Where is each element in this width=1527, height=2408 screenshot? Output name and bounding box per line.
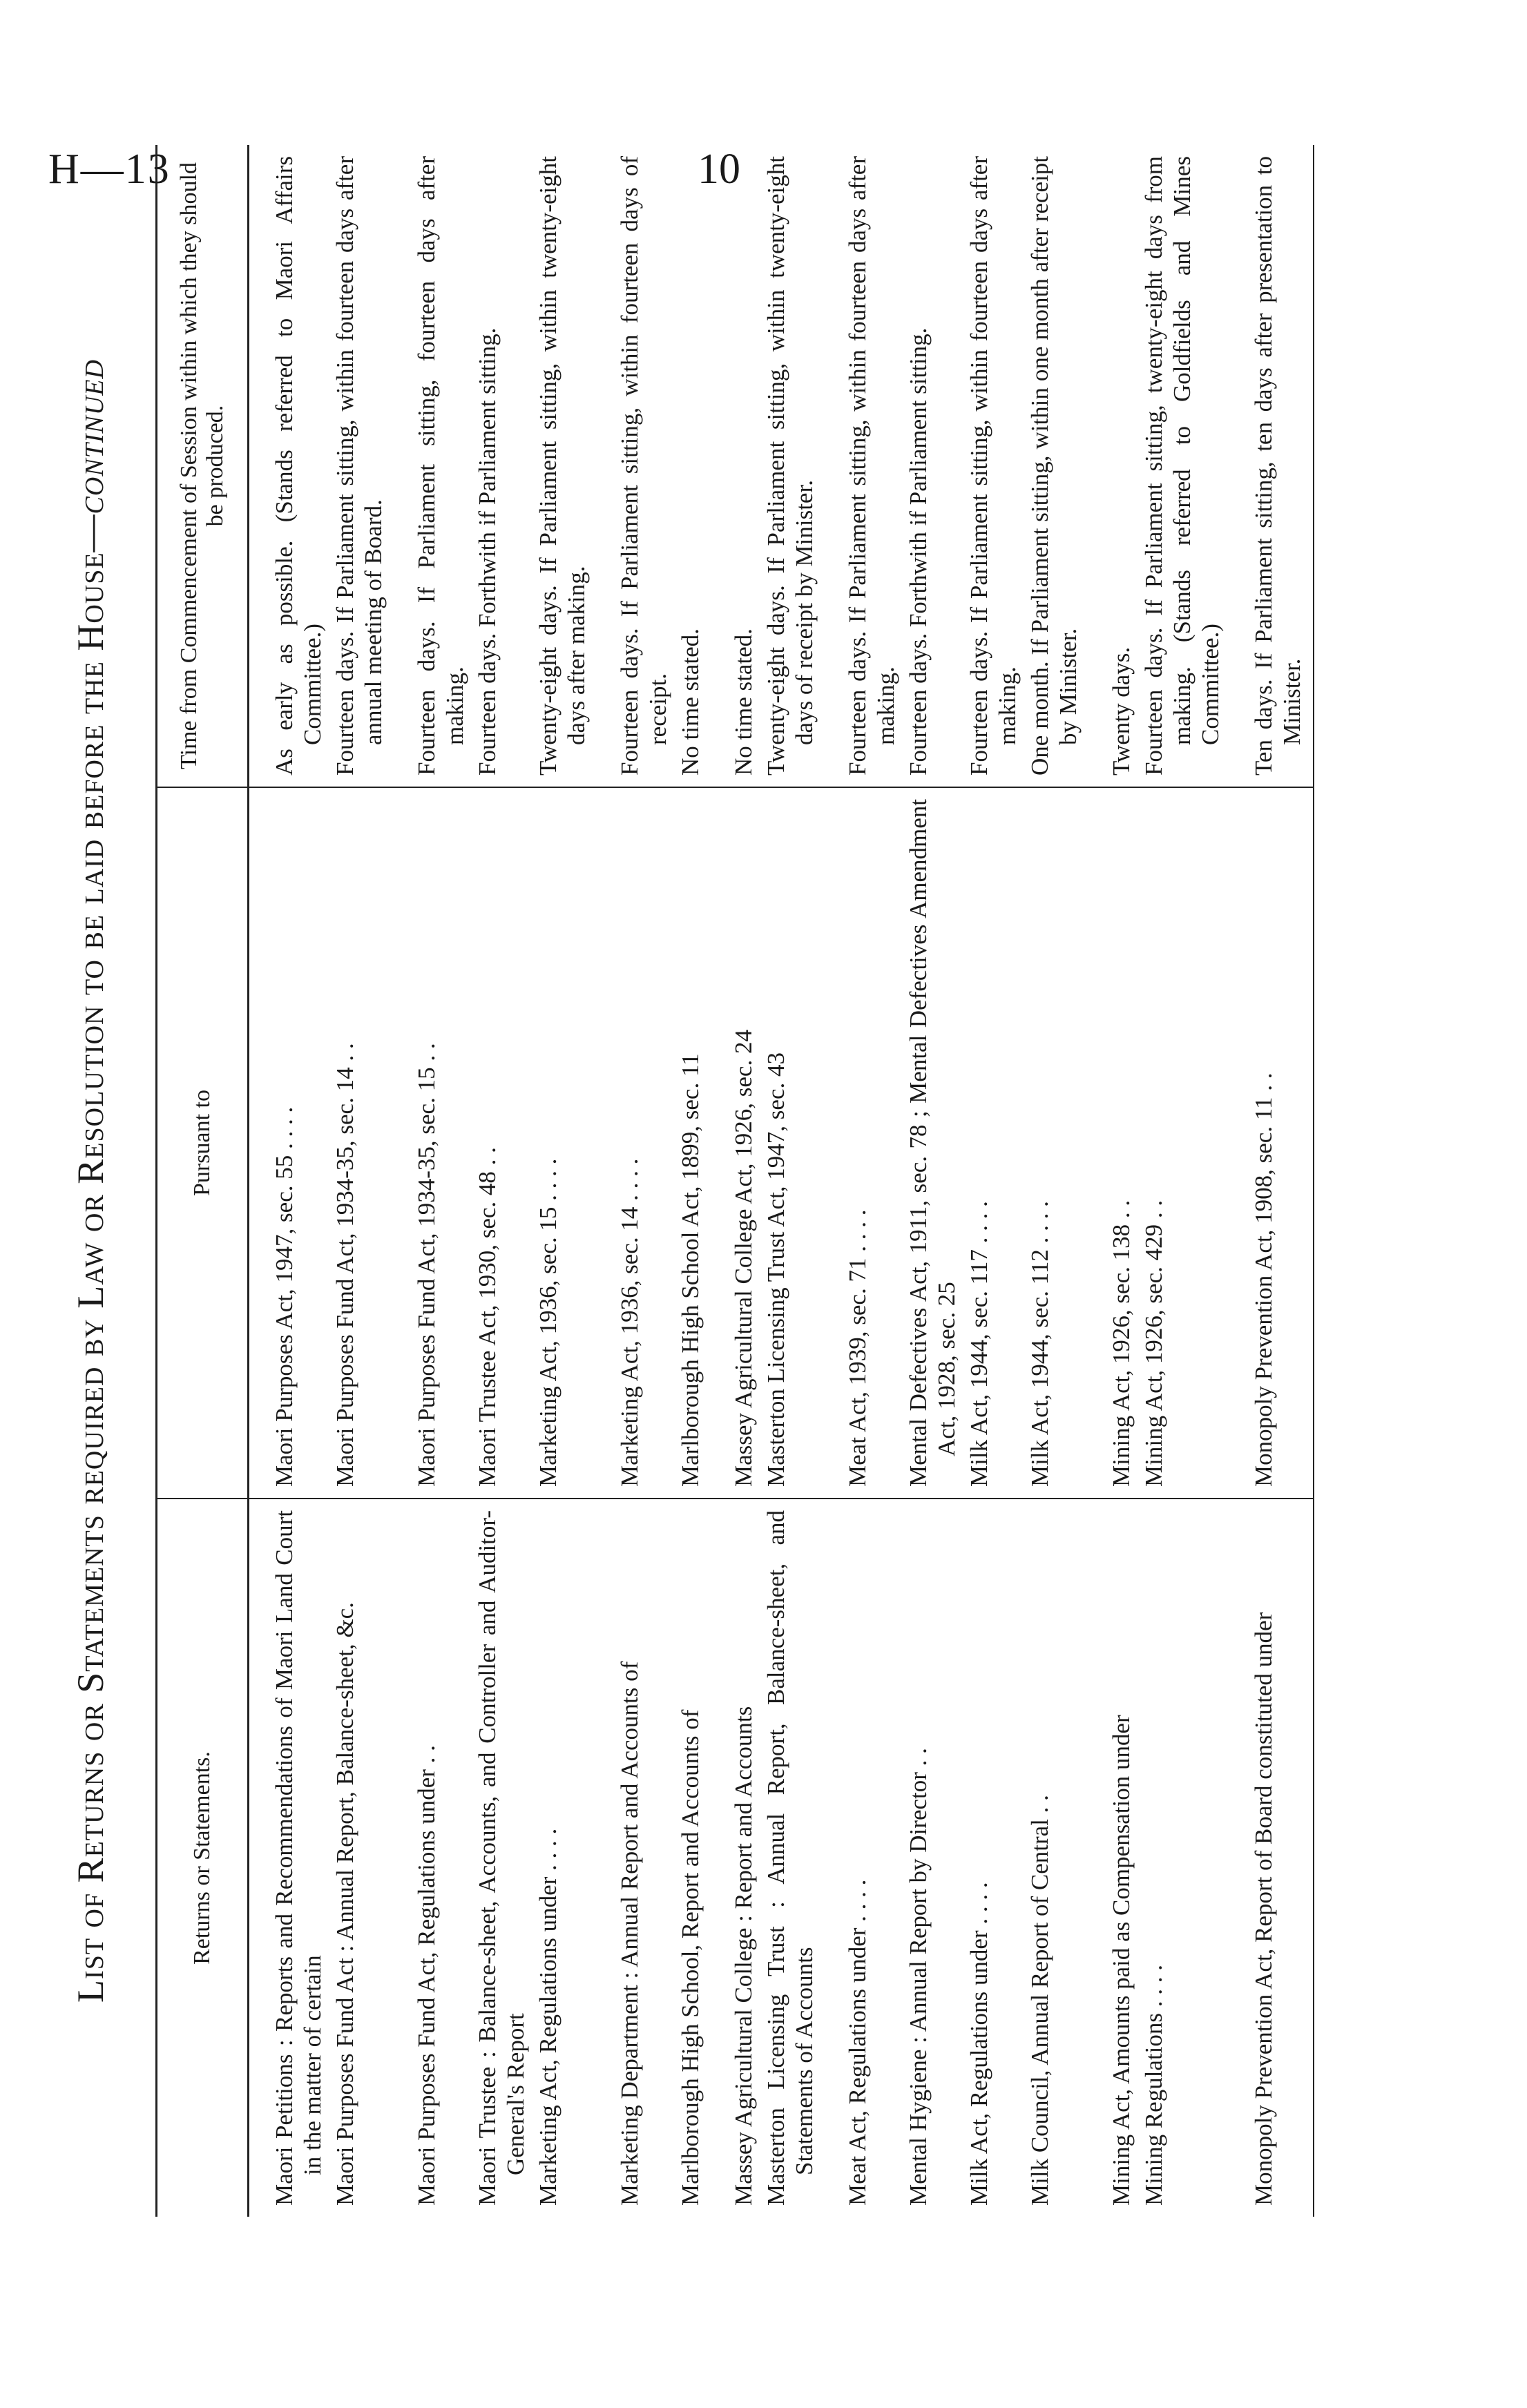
cell-pursuant: Maori Purposes Fund Act, 1934-35, sec. 15 . . [389,787,470,1499]
table-row [962,145,1023,2217]
table-row [592,145,673,2217]
table-row [673,145,706,2217]
cell-return: Maori Petitions : Reports and Recommendations of Maori Land Court in the matter of certain [271,1510,326,2206]
title-continued: continued [70,359,111,514]
page-title [69,145,131,2217]
table-row [820,145,901,2217]
cell-return: Marlborough High School, Report and Accounts of [677,1709,704,2206]
cell-return: Maori Purposes Fund Act, Regulations under . . [413,1745,440,2206]
table-row [1084,145,1137,2217]
cell-pursuant: Milk Act, 1944, sec. 117 . . . . [962,787,1023,1499]
table-row [470,145,531,2217]
cell-pursuant: Maori Purposes Fund Act, 1934-35, sec. 14 . . [328,787,389,1499]
cell-time: As early as possible. (Stands referred to Maori Affairs Committee.) [249,145,329,787]
cell-pursuant: Masterton Licensing Trust Act, 1947, sec. 43 [759,787,820,1499]
cell-time: No time stated. [673,145,706,787]
cell-return: Masterton Licensing Trust : Annual Report, Balance-sheet, and Statements of Accounts [762,1510,818,2206]
cell-return: Marketing Act, Regulations under . . . . [535,1828,561,2206]
cell-pursuant: Marketing Act, 1936, sec. 15 . . . . [531,787,592,1499]
cell-return: Mining Act, Amounts paid as Compensation under [1108,1715,1135,2206]
cell-pursuant: Maori Purposes Act, 1947, sec. 55 . . . . [249,787,329,1499]
cell-time: Ten days. If Parliament sitting, ten days after presentation to Minister. [1226,145,1314,787]
cell-return: Mining Regulations . . . . [1140,1964,1167,2206]
cell-time: Fourteen days. Forthwith if Parliament sitting. [470,145,531,787]
cell-time: Twenty-eight days. If Parliament sitting, within twenty-eight days of receipt by Minister. [759,145,820,787]
table-row [1226,145,1314,2217]
cell-return: Maori Trustee : Balance-sheet, Accounts, and Controller and Auditor-General's Report [474,1510,529,2206]
cell-pursuant: Mining Act, 1926, sec. 429 . . [1137,787,1226,1499]
cell-time: No time stated. [706,145,759,787]
cell-time: Twenty days. [1084,145,1137,787]
cell-return: Maori Purposes Fund Act : Annual Report, Balance-sheet, &c. [332,1602,358,2206]
cell-time: Fourteen days. If Parliament sitting, within fourteen days of receipt. [592,145,673,787]
table-row [389,145,470,2217]
cell-pursuant: Meat Act, 1939, sec. 71 . . . . [820,787,901,1499]
cell-pursuant: Milk Act, 1944, sec. 112 . . . . [1023,787,1084,1499]
cell-time: Fourteen days. If Parliament sitting, twenty-eight days from making. (Stands referred to Goldfields and Mines Committee.) [1137,145,1226,787]
cell-return: Meat Act, Regulations under . . . . [844,1879,871,2206]
page-number: 10 [698,146,740,193]
cell-pursuant: Marlborough High School Act, 1899, sec. 11 [673,787,706,1499]
cell-time: Twenty-eight days. If Parliament sitting, within twenty-eight days after making. [531,145,592,787]
table-row [759,145,820,2217]
returns-table [155,145,1314,2217]
column-header-time: Time from Commencement of Session within which they should be produced. [157,145,249,787]
cell-return: Mental Hygiene : Annual Report by Director . . [905,1748,932,2206]
cell-return: Marketing Department : Annual Report and Accounts of [616,1661,643,2206]
cell-time: Fourteen days. If Parliament sitting, within fourteen days after making. [820,145,901,787]
cell-time: One month. If Parliament sitting, within one month after receipt by Minister. [1023,145,1084,787]
cell-return: Milk Act, Regulations under . . . . [966,1882,992,2206]
column-header-pursuant: Pursuant to [157,787,249,1499]
table-row [249,145,329,2217]
table-row [1137,145,1226,2217]
table-row [531,145,592,2217]
rotated-table-region [69,145,1478,2217]
document-code: H—13 [48,146,171,193]
title-main: List of Returns or Statements required by Law or Resolution to be laid before the House— [70,514,111,2003]
table-row [328,145,389,2217]
cell-time: Fourteen days. If Parliament sitting, fourteen days after making. [389,145,470,787]
cell-return: Milk Council, Annual Report of Central . . [1026,1795,1053,2206]
cell-pursuant: Marketing Act, 1936, sec. 14 . . . . [592,787,673,1499]
cell-pursuant: Massey Agricultural College Act, 1926, sec. 24 [706,787,759,1499]
cell-pursuant: Monopoly Prevention Act, 1908, sec. 11 . . [1226,787,1314,1499]
cell-pursuant: Maori Trustee Act, 1930, sec. 48 . . [470,787,531,1499]
table-header-row [157,145,249,2217]
cell-return: Monopoly Prevention Act, Report of Board constituted under [1226,1499,1314,2217]
column-header-returns: Returns or Statements. [157,1499,249,2217]
cell-time: Fourteen days. If Parliament sitting, within fourteen days after making. [962,145,1023,787]
table-row [706,145,759,2217]
cell-time: Fourteen days. Forthwith if Parliament sitting. [901,145,962,787]
cell-pursuant: Mining Act, 1926, sec. 138 . . [1084,787,1137,1499]
table-row [901,145,962,2217]
cell-pursuant: Mental Defectives Act, 1911, sec. 78 ; Mental Defectives Amendment Act, 1928, sec. 25 [901,787,962,1499]
cell-time: Fourteen days. If Parliament sitting, within fourteen days after annual meeting of Board. [328,145,389,787]
cell-return: Massey Agricultural College : Report and Accounts [730,1706,757,2206]
table-row [1023,145,1084,2217]
